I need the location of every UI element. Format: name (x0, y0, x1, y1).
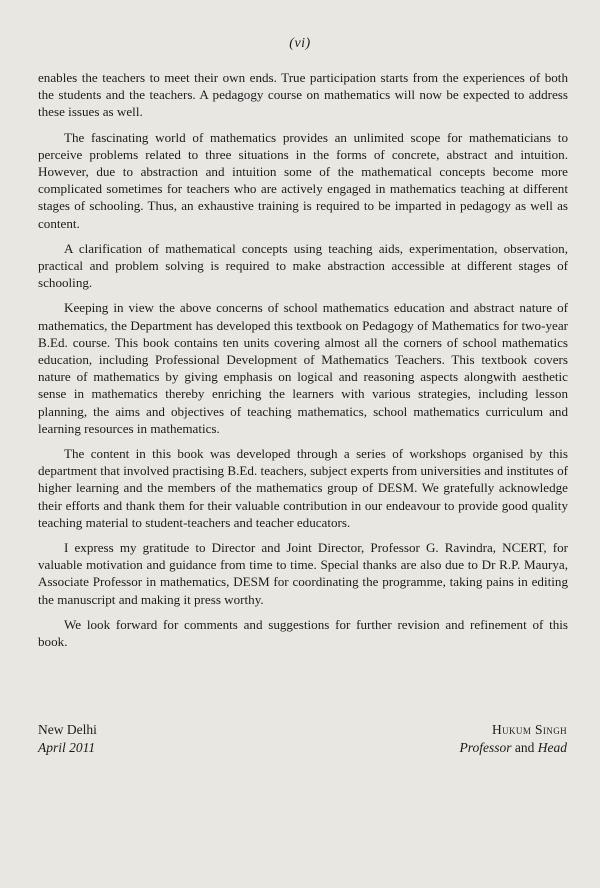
paragraph-fascinating-world: The fascinating world of mathematics provides an unlimited scope for mathematicians to perceive problems related to three situations in the forms of concrete, abstract and intuition. However, due to abstraction and intuition some of the mathematical concepts become more complicated sometimes for teachers who are actively engaged in mathematics teaching at different stages of schooling. Thus, an exhaustive training is required to be imparted in pedagogy as well as content. (38, 129, 568, 231)
body-text (38, 69, 568, 658)
paragraph-textbook-overview: Keeping in view the above concerns of school mathematics education and abstract nature of mathematics, the Department has developed this textbook on Pedagogy of Mathematics for two-year B.Ed. course. This book contains ten units covering almost all the corners of school mathematics education, including Professional Development of Mathematics Teachers. This textbook covers nature of mathematics by giving emphasis on logical and reasoning aspects alongwith aesthetic sense in mathematics thereby enriching the learners with various strategies, including lesson planning, the aims and objectives of teaching mathematics, school mathematics curriculum and learning resources in mathematics. (38, 300, 568, 436)
paragraph-continuation: enables the teachers to meet their own ends. True participation starts from the experiences of both the students and the teachers. A pedagogy course on mathematics will now be expected to address these issues as well. (38, 70, 568, 120)
page-number: (vi) (289, 36, 311, 51)
signatory-position: Head (537, 740, 567, 755)
signatory-title (459, 739, 567, 757)
signoff-place-date (38, 721, 97, 757)
signatory-name: Hukum Singh (491, 722, 567, 737)
signatory-role: Professor (459, 740, 512, 755)
signoff-date: April 2011 (38, 740, 96, 755)
paragraph-gratitude: I express my gratitude to Director and Joint Director, Professor G. Ravindra, NCERT, for valuable motivation and guidance from time to time. Special thanks are also due to Dr R.P. Maurya, Associate Professor in mathematics, DESM for coordinating the programme, taking pains in editing the manuscript and making it press worthy. (38, 540, 568, 607)
paragraph-feedback: We look forward for comments and suggestions for further revision and refinement of this book. (38, 616, 568, 650)
signoff-signatory (459, 721, 567, 757)
signatory-and: and (514, 740, 535, 755)
signoff-place: New Delhi (38, 722, 97, 737)
paragraph-workshops: The content in this book was developed through a series of workshops organised by this department that involved practising B.Ed. teachers, subject experts from universities and institutes of higher learning and the members of the mathematics group of DESM. We gratefully acknowledge their efforts and thank them for their valuable contribution in our endeavour to provide good quality teaching material to student-teachers and teacher educators. (38, 446, 568, 530)
paragraph-clarification: A clarification of mathematical concepts using teaching aids, experimentation, observation, practical and problem solving is required to make abstraction accessible at different stages of schooling. (38, 240, 568, 291)
